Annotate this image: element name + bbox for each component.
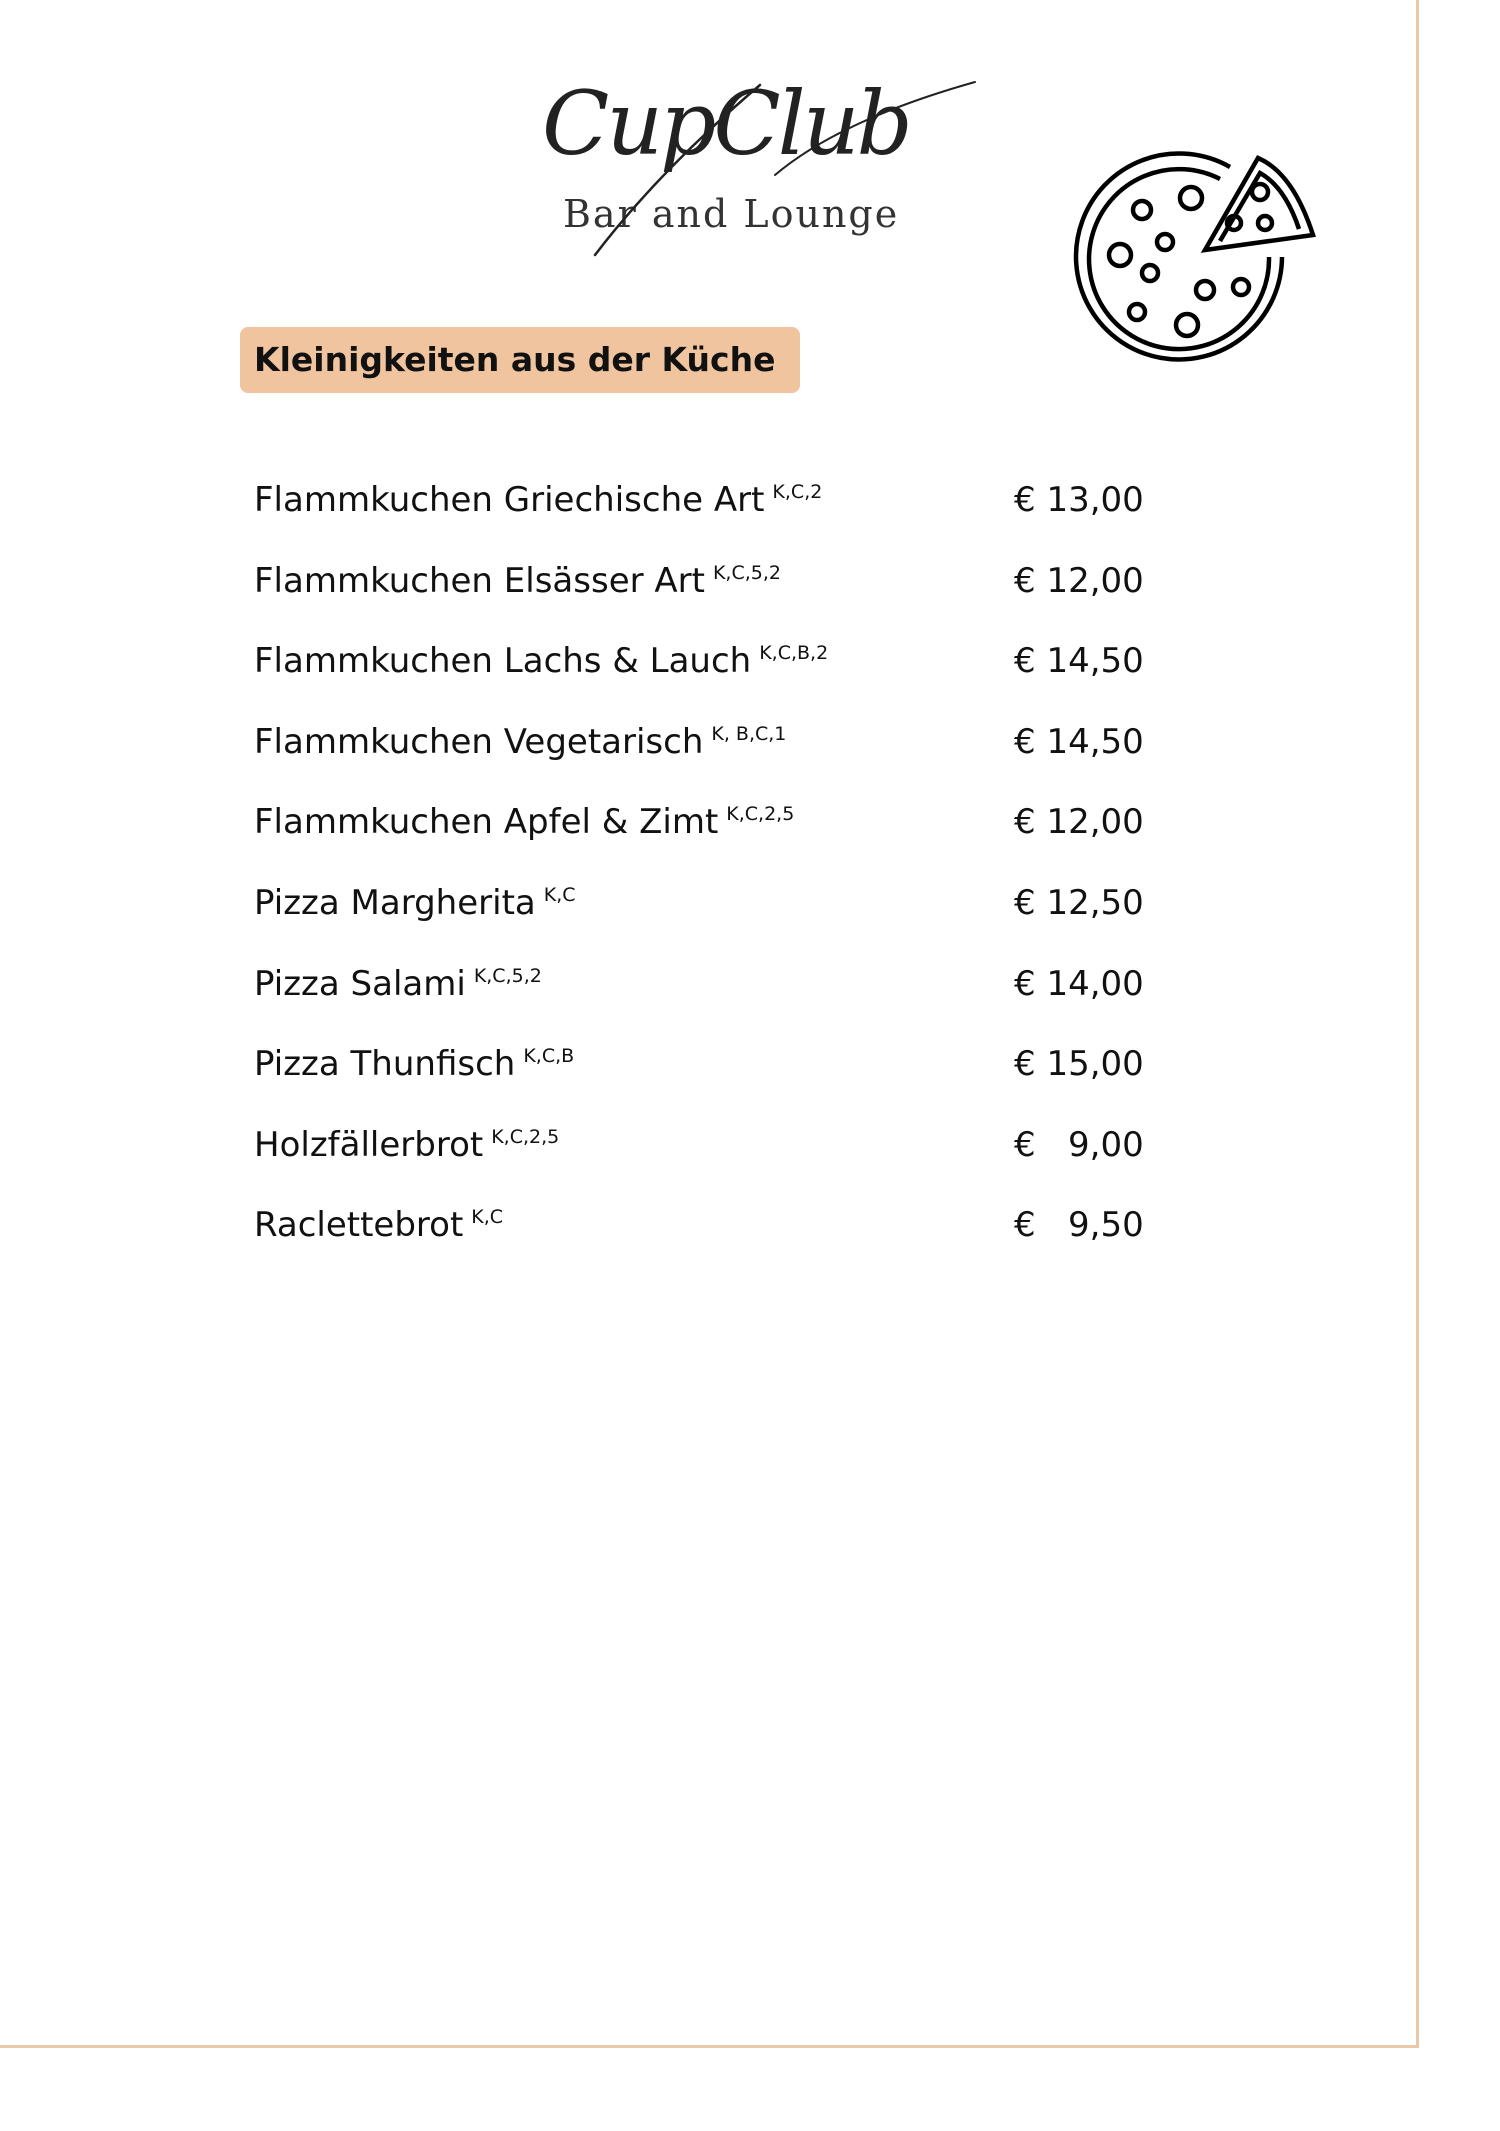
menu-item-price: € 12,50 — [1014, 882, 1144, 923]
menu-item — [254, 712, 1154, 793]
menu-item-name: Flammkuchen Apfel & Zimt — [254, 802, 719, 843]
menu-item-name-line — [254, 792, 794, 852]
menu-item-name-line — [254, 1115, 559, 1175]
menu-item — [254, 1115, 1154, 1196]
logo-swash — [520, 60, 980, 270]
menu-item-name: Flammkuchen Lachs & Lauch — [254, 641, 752, 682]
menu-item-name-line — [254, 873, 576, 933]
menu-item-name: Pizza Salami — [254, 963, 466, 1004]
section-title: Kleinigkeiten aus der Küche — [240, 327, 800, 393]
menu-item — [254, 631, 1154, 712]
menu-item-name: Flammkuchen Vegetarisch — [254, 721, 704, 762]
pizza-icon — [1055, 145, 1335, 385]
menu-item-price: € 9,00 — [1014, 1124, 1144, 1165]
menu-item-name: Flammkuchen Griechische Art — [254, 480, 765, 520]
menu-item-allergens: K, B,C,1 — [711, 722, 787, 745]
menu-item-name-line — [254, 1195, 503, 1255]
menu-item — [254, 551, 1154, 632]
menu-item-name: Flammkuchen Elsässer Art — [254, 560, 705, 601]
menu-item-name-line — [254, 631, 828, 691]
menu-item-name-line — [254, 954, 542, 1014]
menu-item-name: Pizza Thunfisch — [254, 1044, 516, 1085]
menu-item-allergens: K,C — [543, 883, 576, 906]
menu-item-price: € 15,00 — [1014, 1044, 1144, 1085]
menu-item-price: € 9,50 — [1014, 1205, 1144, 1246]
menu-item-allergens: K,C,2 — [772, 481, 823, 503]
menu-item — [254, 470, 1154, 551]
menu-item-allergens: K,C,2,5 — [491, 1125, 560, 1148]
menu-item-price: € 13,00 — [1014, 480, 1144, 520]
menu-item — [254, 1034, 1154, 1115]
menu-item-name: Raclettebrot — [254, 1205, 464, 1246]
menu-item — [254, 1195, 1154, 1276]
page-border-right — [1416, 0, 1419, 2048]
menu-item-price: € 12,00 — [1014, 560, 1144, 601]
menu-item-name-line — [254, 712, 786, 772]
menu-item-allergens: K,C — [471, 1206, 504, 1229]
menu-item-price: € 14,50 — [1014, 641, 1144, 682]
menu-item-allergens: K,C,5,2 — [712, 561, 781, 584]
menu-item-allergens: K,C,5,2 — [473, 964, 542, 987]
brand-logo — [520, 60, 980, 270]
menu-item-name: Holzfällerbrot — [254, 1124, 484, 1165]
menu-item-price: € 14,50 — [1014, 721, 1144, 762]
page-border-bottom — [0, 2045, 1419, 2048]
menu-item-name-line — [254, 470, 822, 530]
brand-name: CupClub — [542, 72, 910, 175]
menu-item — [254, 792, 1154, 873]
menu-item-name: Pizza Margherita — [254, 882, 536, 923]
brand-subtitle: Bar and Lounge — [563, 192, 900, 236]
menu-item — [254, 954, 1154, 1035]
menu-item-allergens: K,C,2,5 — [726, 803, 795, 826]
menu-item-name-line — [254, 551, 781, 611]
menu-item-price: € 12,00 — [1014, 802, 1144, 843]
menu-item-allergens: K,C,B — [523, 1045, 575, 1068]
menu-list — [254, 470, 1154, 1276]
menu-item-allergens: K,C,B,2 — [759, 642, 829, 665]
menu-item — [254, 873, 1154, 954]
menu-item-name-line — [254, 1034, 574, 1094]
menu-item-price: € 14,00 — [1014, 963, 1144, 1004]
